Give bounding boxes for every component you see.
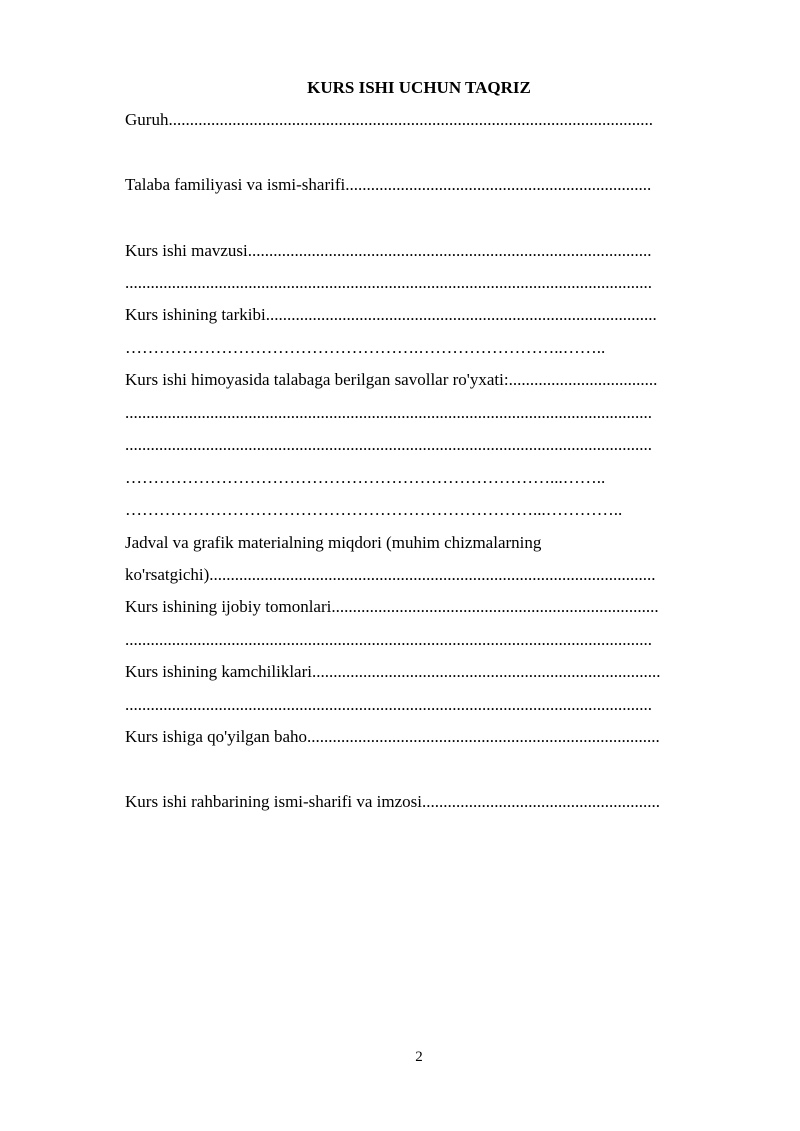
field-structure: Kurs ishining tarkibi............................................................................................ (125, 305, 657, 324)
field-strengths-continuation: ............................................................................................................................ (125, 630, 652, 649)
field-defense-questions-line-1: ............................................................................................................................ (125, 403, 652, 422)
field-supervisor-signature: Kurs ishi rahbarining ismi-sharifi va imzosi........................................................ (125, 792, 660, 811)
field-strengths: Kurs ishining ijobiy tomonlari............................................................................. (125, 597, 659, 616)
field-defense-questions-line-4: ………………………………………………………………...………….. (125, 500, 623, 519)
field-group: Guruh.................................................................................................................. (125, 110, 653, 129)
field-structure-continuation: …………………………………………….……………………..…….. (125, 338, 606, 357)
field-tables-graphics: Jadval va grafik materialning miqdori (muhim chizmalarning (125, 533, 542, 552)
field-student-name: Talaba familiyasi va ismi-sharifi........................................................................ (125, 175, 652, 194)
field-defense-questions-line-2: ............................................................................................................................ (125, 435, 652, 454)
page-number: 2 (415, 1049, 423, 1065)
field-grade: Kurs ishiga qo'yilgan baho................................................................................... (125, 727, 660, 746)
field-weaknesses: Kurs ishining kamchiliklari.................................................................................. (125, 662, 661, 681)
field-topic: Kurs ishi mavzusi............................................................................................... (125, 241, 652, 260)
document-title: KURS ISHI UCHUN TAQRIZ (307, 78, 531, 97)
field-tables-graphics-continuation: ko'rsatgichi)......................................................................................................... (125, 565, 656, 584)
field-topic-continuation: ............................................................................................................................ (125, 273, 652, 292)
field-defense-questions-line-3: …………………………………………………………………...…….. (125, 468, 606, 487)
field-weaknesses-continuation: ............................................................................................................................ (125, 695, 652, 714)
field-defense-questions: Kurs ishi himoyasida talabaga berilgan savollar ro'yxati:................................... (125, 370, 658, 389)
